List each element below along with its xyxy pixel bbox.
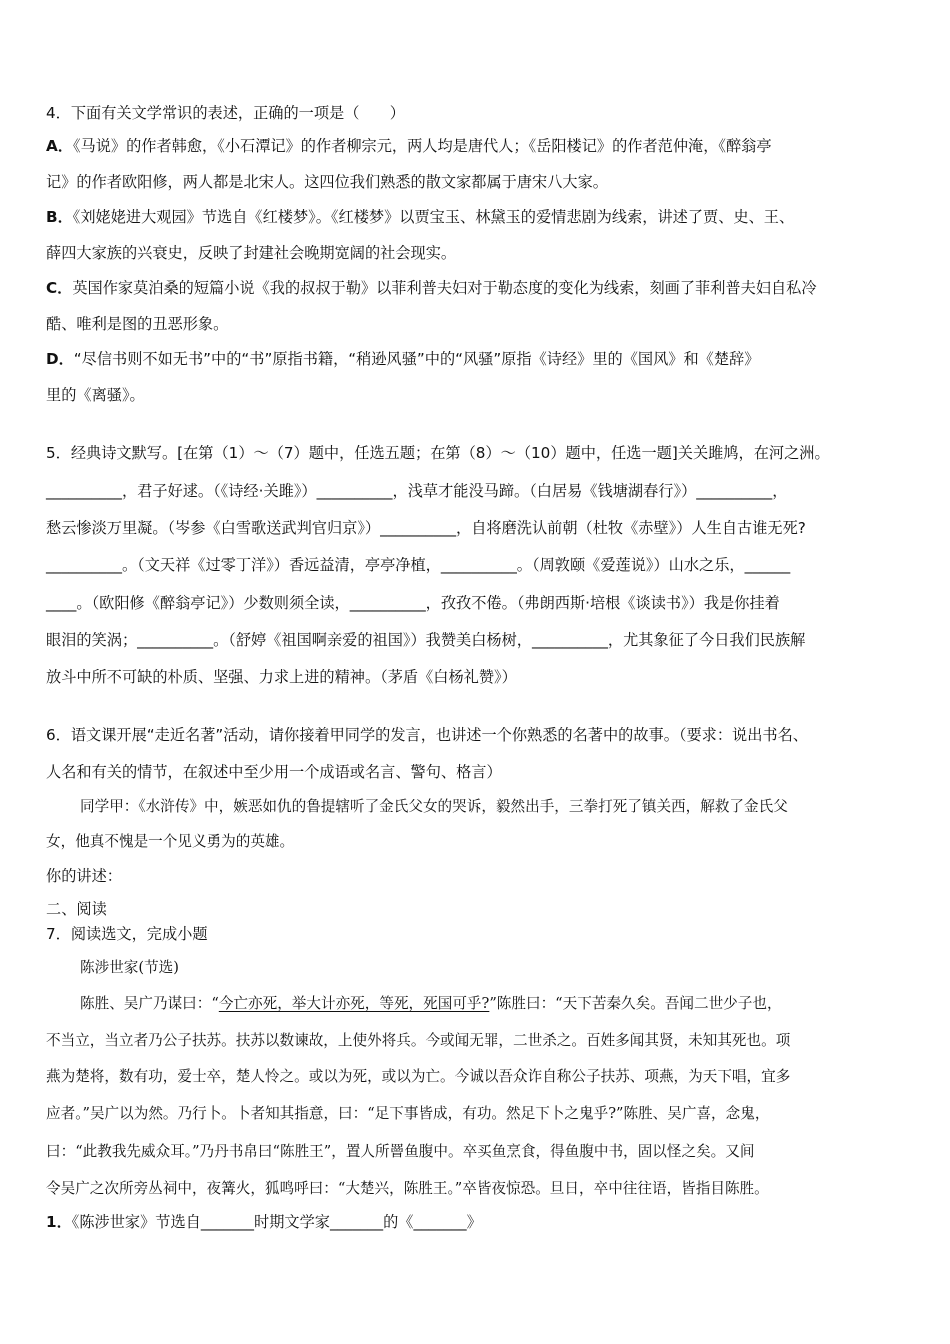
q5-line: __________，君子好逑。（《诗经·关雎》）__________，浅草才能没马蹄。（白居易《钱塘湖春行》）__________， bbox=[46, 482, 788, 500]
sub-question-text: 时期文学家 bbox=[254, 1213, 330, 1231]
q4-option-c-line1 bbox=[46, 278, 817, 298]
q6-stem-line1: 6．语文课开展“走近名著”活动，请你接着甲同学的发言，也讲述一个你熟悉的名著中的故事。（要求：说出书名、 bbox=[46, 726, 808, 744]
sub-question-text: 》 bbox=[466, 1213, 482, 1231]
q6-answer-label: 你的讲述： bbox=[46, 867, 122, 885]
answer-blank[interactable]: _______ bbox=[329, 1213, 384, 1231]
passage-line: 不当立，当立者乃公子扶苏。扶苏以数谏故，上使外将兵。今或闻无罪，二世杀之。百姓多闻其贤，未知其死也。项 bbox=[46, 1032, 791, 1049]
q5-line: 愁云惨淡万里凝。（岑参《白雪歌送武判官归京》）__________，自将磨洗认前朝（杜牧《赤壁》）人生自古谁无死? bbox=[46, 519, 806, 537]
q4-option-a-line1 bbox=[46, 136, 772, 156]
q4-option-a-line2: 记》的作者欧阳修，两人都是北宋人。这四位我们熟悉的散文家都属于唐宋八大家。 bbox=[46, 173, 608, 191]
passage-line: 令吴广之次所旁丛祠中，夜篝火，狐鸣呼曰：“大楚兴，陈胜王。”卒皆夜惊恐。旦日，卒中往往语，皆指目陈胜。 bbox=[46, 1180, 769, 1197]
q4-option-b-line1 bbox=[46, 207, 794, 227]
answer-blank[interactable]: _______ bbox=[200, 1213, 255, 1231]
passage-line: 曰：“此教我先威众耳。”乃丹书帛曰“陈胜王”，置人所罾鱼腹中。卒买鱼烹食，得鱼腹中书，固以怪之矣。又间 bbox=[46, 1143, 755, 1160]
q5-line: 眼泪的笑涡；__________。（舒婷《祖国啊亲爱的祖国》）我赞美白杨树，__________，尤其象征了今日我们民族解 bbox=[46, 631, 806, 649]
option-d-text: “尽信书则不如无书”中的“书”原指书籍，“稍逊风骚”中的“风骚”原指《诗经》里的《国风》和《楚辞》 bbox=[73, 350, 760, 368]
option-b-label: B． bbox=[46, 208, 73, 226]
q6-student-a-line2: 女，他真不愧是一个见义勇为的英雄。 bbox=[46, 833, 295, 850]
q4-option-b-line2: 薛四大家族的兴衰史，反映了封建社会晚期宽阔的社会现实。 bbox=[46, 244, 457, 262]
q4-option-c-line2: 酷、唯利是图的丑恶形象。 bbox=[46, 315, 229, 333]
option-d-label: D． bbox=[46, 350, 74, 368]
q5-line: __________。（文天祥《过零丁洋》）香远益清，亭亭净植，__________。（周敦颐《爱莲说》）山水之乐，______ bbox=[46, 556, 791, 574]
option-c-text: 英国作家莫泊桑的短篇小说《我的叔叔于勒》以菲利普夫妇对于勒态度的变化为线索，刻画了菲利普夫妇自私冷 bbox=[72, 279, 817, 297]
option-a-text: 《马说》的作者韩愈，《小石潭记》的作者柳宗元，两人均是唐代人；《岳阳楼记》的作者范仲淹，《醉翁亭 bbox=[72, 137, 772, 155]
q5-line: 放斗中所不可缺的朴质、坚强、力求上进的精神。（茅盾《白杨礼赞》） bbox=[46, 668, 517, 686]
passage-text: ”陈胜曰：“天下苦秦久矣。吾闻二世少子也， bbox=[489, 995, 782, 1012]
q4-stem: 4．下面有关文学常识的表述，正确的一项是（ ） bbox=[46, 104, 405, 122]
sub-question-number: 1． bbox=[46, 1213, 72, 1231]
q5-line: 5．经典诗文默写。[在第（1）～（7）题中，任选五题；在第（8）～（10）题中，任选一题]关关雎鸠，在河之洲。 bbox=[46, 444, 830, 462]
q4-option-d-line2: 里的《离骚》。 bbox=[46, 386, 145, 404]
q7-sub1 bbox=[46, 1212, 482, 1232]
underlined-sentence: 今亡亦死，举大计亦死，等死，死国可乎? bbox=[218, 995, 490, 1012]
q7-stem: 7．阅读选文，完成小题 bbox=[46, 925, 208, 943]
option-b-text: 《刘姥姥进大观园》节选自《红楼梦》。《红楼梦》以贾宝玉、林黛玉的爱情悲剧为线索，讲述了贾、史、王、 bbox=[72, 208, 795, 226]
q6-stem-line2: 人名和有关的情节，在叙述中至少用一个成语或名言、警句、格言） bbox=[46, 763, 502, 781]
passage-text: 陈胜、吴广乃谋曰：“ bbox=[80, 995, 219, 1012]
option-c-label: C． bbox=[46, 279, 73, 297]
q5-line: ____。（欧阳修《醉翁亭记》）少数则须全读，__________，孜孜不倦。（弗朗西斯·培根《谈读书》）我是你挂着 bbox=[46, 594, 780, 612]
option-a-label: A． bbox=[46, 137, 73, 155]
answer-blank[interactable]: _______ bbox=[413, 1213, 467, 1231]
passage-line: 燕为楚将，数有功，爱士卒，楚人怜之。或以为死，或以为亡。今诚以吾众诈自称公子扶苏、项燕，为天下唱，宜多 bbox=[46, 1068, 791, 1085]
passage-line: 应者。”吴广以为然。乃行卜。卜者知其指意，曰：“足下事皆成，有功。然足下卜之鬼乎?”陈胜、吴广喜，念鬼， bbox=[46, 1105, 770, 1122]
q4-option-d-line1 bbox=[46, 349, 759, 369]
passage-title: 陈涉世家(节选) bbox=[80, 959, 179, 976]
passage-line1 bbox=[80, 994, 782, 1014]
section-heading: 二、阅读 bbox=[46, 900, 107, 918]
sub-question-text: 的《 bbox=[383, 1213, 414, 1231]
q6-student-a-line1: 同学甲：《水浒传》中，嫉恶如仇的鲁提辖听了金氏父女的哭诉，毅然出手，三拳打死了镇关西，解救了金氏父 bbox=[80, 798, 788, 815]
sub-question-text: 《陈涉世家》节选自 bbox=[71, 1213, 201, 1231]
